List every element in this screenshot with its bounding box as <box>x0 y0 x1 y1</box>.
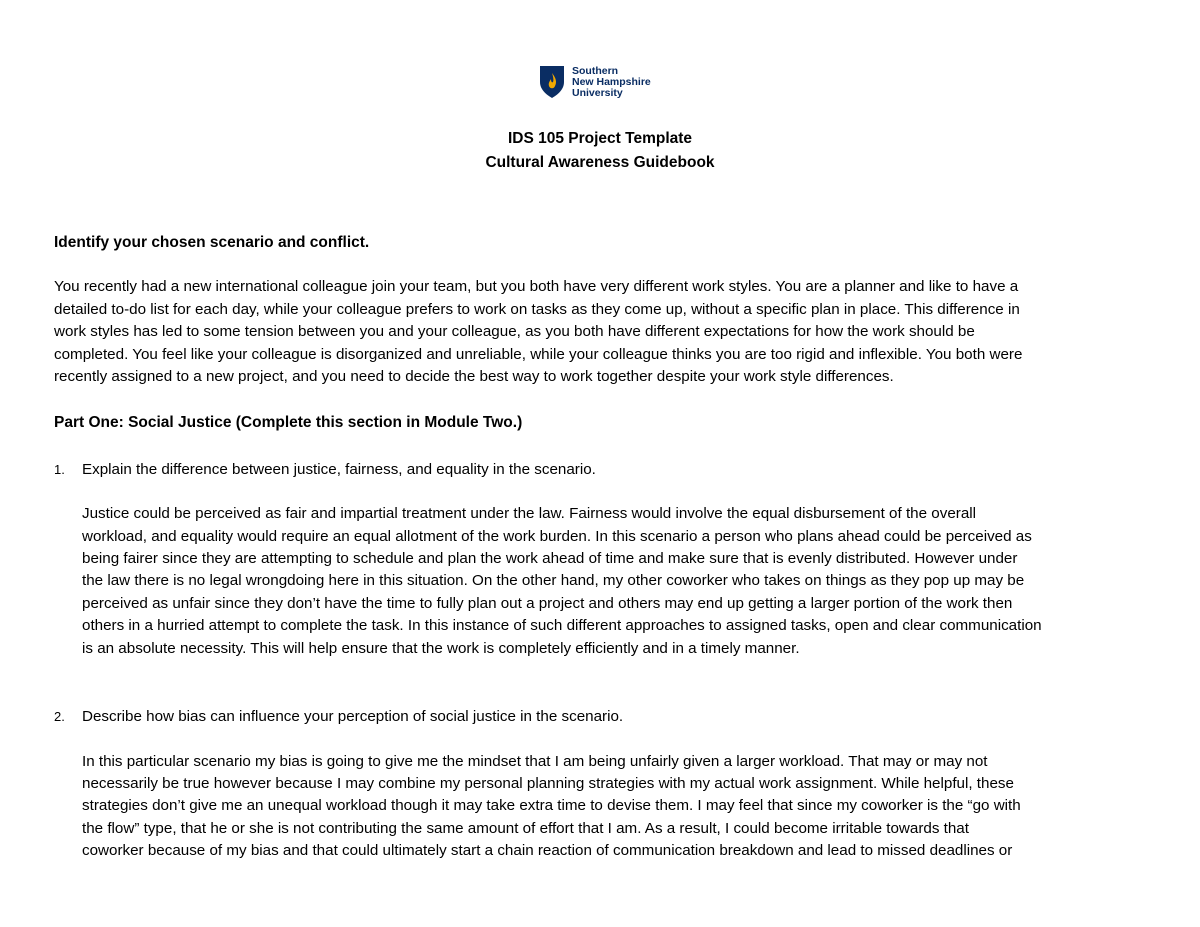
answer-line: the flow” type, that he or she is not contributing the same amount of effort that I am. As a result, I could become irritable towards that <box>82 819 969 837</box>
scenario-line: detailed to-do list for each day, while your colleague prefers to work on tasks as they come up, without a specific plan in place. This difference in <box>54 300 1020 318</box>
answer-line: the law there is no legal wrongdoing here in this situation. On the other hand, my other coworker who takes on things as they pop up may be <box>82 572 1025 590</box>
answer-2 <box>54 751 1154 863</box>
scenario-paragraph <box>54 276 1154 388</box>
shield-flame-icon <box>539 65 565 99</box>
answer-line: being fairer since they are attempting to schedule and plan the work ahead of time and make sure that is evenly distributed. However under <box>82 550 1018 568</box>
answer-line: necessarily be true however because I may combine my personal planning strategies with my actual work assignment. While helpful, these <box>82 774 1014 792</box>
logo-wordmark <box>572 66 651 99</box>
answer-line: In this particular scenario my bias is going to give me the mindset that I am being unfairly given a larger workload. That may or may not <box>82 752 988 770</box>
scenario-line: You recently had a new international colleague join your team, but you both have very different work styles. You are a planner and like to have a <box>54 278 1019 296</box>
document-body <box>54 232 1154 863</box>
logo-line-2: New Hampshire <box>572 76 651 88</box>
answer-line: is an absolute necessity. This will help ensure that the work is completely efficiently and in a timely manner. <box>82 639 800 657</box>
title-line-1: IDS 105 Project Template <box>507 130 693 147</box>
answer-line: others in a hurried attempt to complete the task. In this instance of such different approaches to assigned tasks, open and clear communication <box>82 617 1042 635</box>
answer-line: perceived as unfair since they don’t have the time to fully plan out a project and others may end up getting a larger portion of the work then <box>82 594 1013 612</box>
question-number: 1. <box>54 461 65 477</box>
document-title <box>0 127 1200 175</box>
logo-line-3: University <box>572 87 623 99</box>
answer-line: Justice could be perceived as fair and impartial treatment under the law. Fairness would involve the equal disbursement of the overall <box>82 505 977 523</box>
logo-line-1: Southern <box>572 65 619 77</box>
answer-1 <box>54 503 1154 660</box>
part-one-heading: Part One: Social Justice (Complete this section in Module Two.) <box>54 414 523 432</box>
scenario-line: completed. You feel like your colleague is disorganized and unreliable, while your colleague thinks you are too rigid and inflexible. You both were <box>54 345 1023 363</box>
scenario-heading: Identify your chosen scenario and conflict. <box>54 234 370 251</box>
question-prompt: Describe how bias can influence your perception of social justice in the scenario. <box>82 708 624 726</box>
title-line-2: Cultural Awareness Guidebook <box>485 154 715 171</box>
answer-line: strategies don’t give me an unequal workload though it may take extra time to devise them. I may feel that since my coworker is the “go with <box>82 797 1021 815</box>
university-logo <box>539 65 651 99</box>
question-prompt: Explain the difference between justice, fairness, and equality in the scenario. <box>82 460 596 478</box>
scenario-line: recently assigned to a new project, and you need to decide the best way to work together despite your work style differences. <box>54 368 894 386</box>
question-2 <box>54 706 1154 728</box>
question-number: 2. <box>54 709 65 725</box>
scenario-line: work styles has led to some tension between you and your colleague, as you both have different expectations for how the work should be <box>54 323 975 341</box>
question-1 <box>54 459 1154 481</box>
answer-line: coworker because of my bias and that could ultimately start a chain reaction of communication breakdown and lead to missed deadlines or <box>82 842 1013 860</box>
answer-line: workload, and equality would require an equal allotment of the work burden. In this scenario a person who plans ahead could be perceived as <box>82 527 1032 545</box>
